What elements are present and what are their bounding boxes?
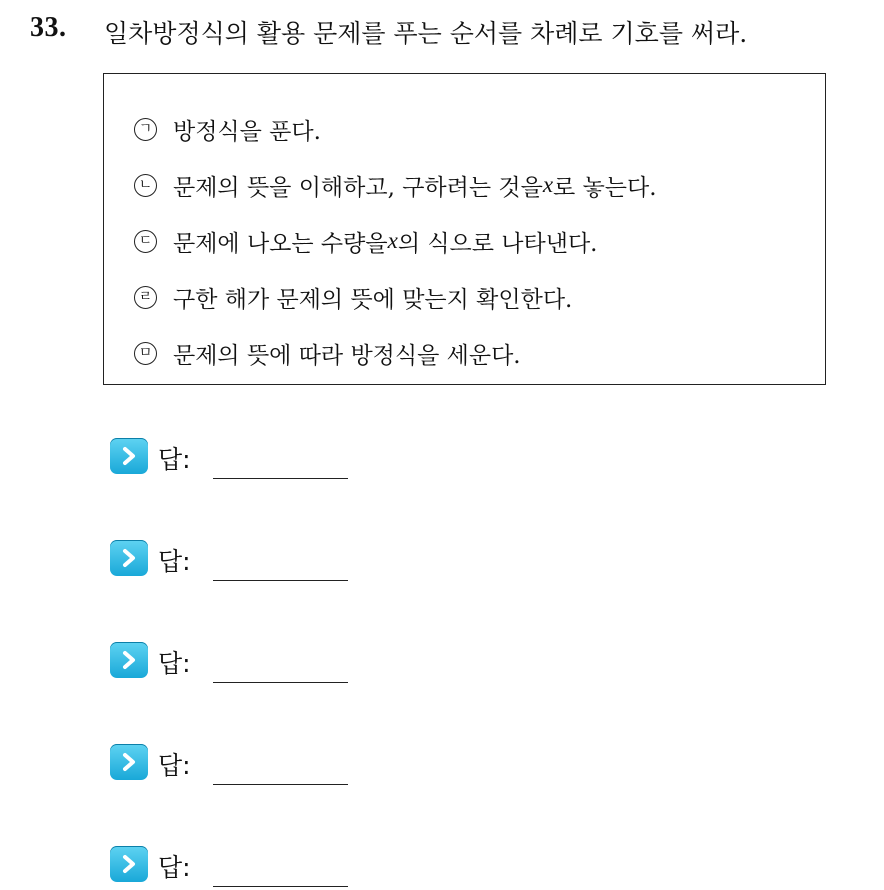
- step-text: 문제의 뜻에 따라 방정식을 세운다.: [173, 342, 521, 369]
- variable-x: x: [542, 172, 554, 197]
- answer-blank[interactable]: [213, 580, 348, 581]
- answer-label: 답:: [158, 445, 191, 474]
- step-text-end: 의 식으로 나타낸다.: [397, 230, 598, 257]
- step-text: 문제의 뜻을 이해하고, 구하려는 것을: [173, 174, 543, 201]
- answer-label: 답:: [158, 751, 191, 780]
- step-marker: ㄷ: [134, 230, 157, 253]
- arrow-right-icon: [110, 744, 148, 780]
- answer-blank[interactable]: [213, 478, 348, 479]
- arrow-right-icon: [110, 846, 148, 882]
- answer-blank[interactable]: [213, 682, 348, 683]
- arrow-right-icon: [110, 438, 148, 474]
- arrow-right-icon: [110, 540, 148, 576]
- question-text: 일차방정식의 활용 문제를 푸는 순서를 차례로 기호를 써라.: [104, 19, 748, 48]
- step-marker: ㄱ: [134, 118, 157, 141]
- step-item: [134, 280, 572, 314]
- step-text: 문제에 나오는 수량을: [173, 230, 388, 257]
- variable-x: x: [387, 228, 398, 253]
- answer-label: 답:: [158, 649, 191, 678]
- step-item: [134, 112, 321, 146]
- step-text: 방정식을 푼다.: [173, 118, 321, 145]
- step-marker: ㄹ: [134, 286, 157, 309]
- step-text-end: 로 놓는다.: [553, 174, 657, 201]
- step-item: [134, 336, 521, 370]
- step-marker: ㄴ: [134, 174, 157, 197]
- question-number: 33.: [30, 12, 67, 43]
- answer-label: 답:: [158, 853, 191, 882]
- step-text: 구한 해가 문제의 뜻에 맞는지 확인한다.: [173, 286, 573, 313]
- answer-blank[interactable]: [213, 886, 348, 887]
- arrow-right-icon: [110, 642, 148, 678]
- step-item: [134, 168, 657, 202]
- step-item: [134, 224, 598, 258]
- step-marker: ㅁ: [134, 342, 157, 365]
- answer-label: 답:: [158, 547, 191, 576]
- steps-box: [103, 73, 826, 385]
- answer-blank[interactable]: [213, 784, 348, 785]
